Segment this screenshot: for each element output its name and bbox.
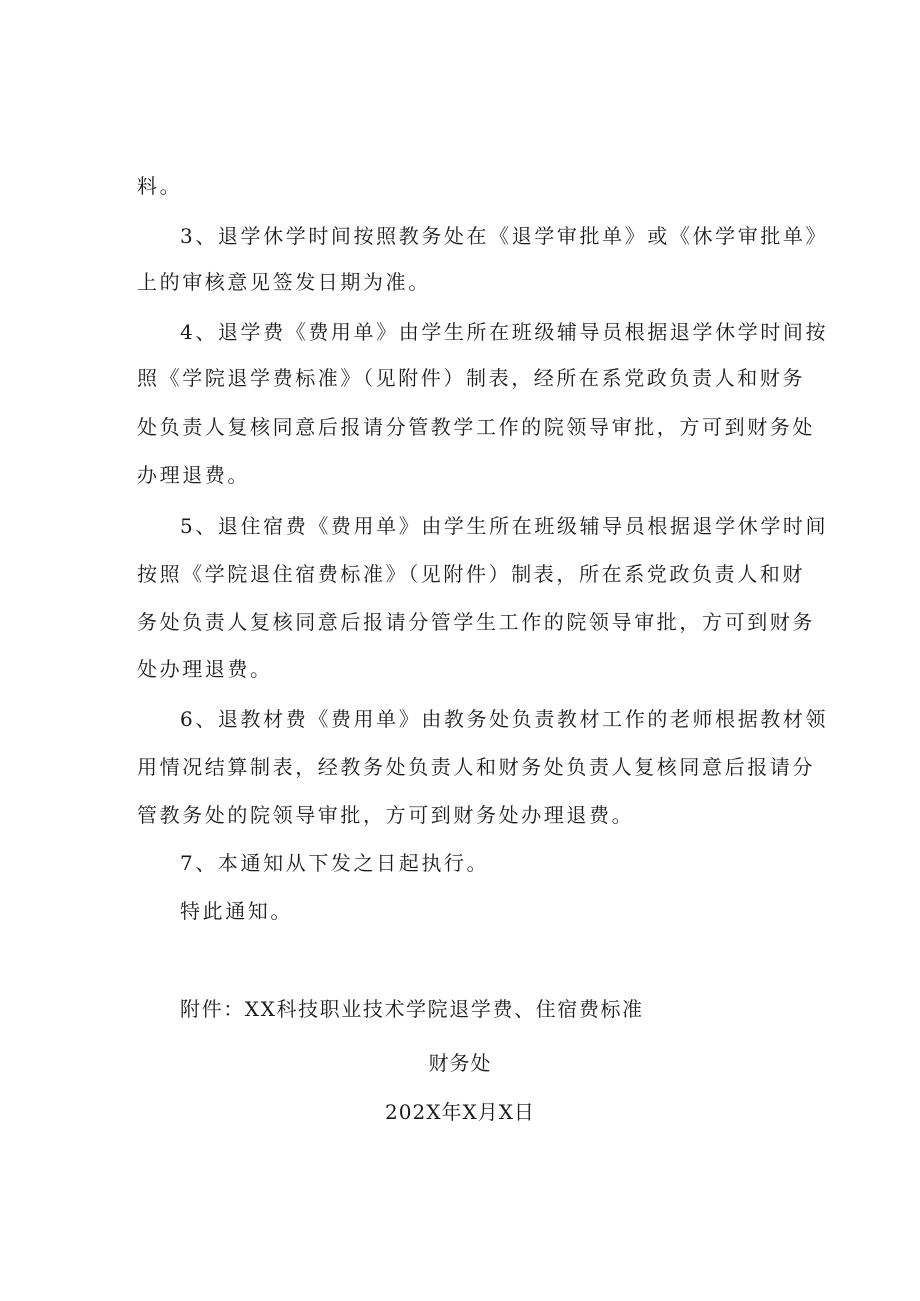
- item-4-line-2: 照《学院退学费标准》（见附件）制表，经所在系党政负责人和财务: [137, 366, 805, 390]
- item-3-line-1: 3、退学休学时间按照教务处在《退学审批单》或《休学审批单》: [180, 224, 829, 248]
- item-5-line-4: 处办理退费。: [137, 657, 273, 681]
- signature-date: 202X年X月X日: [385, 1100, 535, 1124]
- continued-fragment: 料。: [137, 174, 183, 198]
- item-5-line-1: 5、退住宿费《费用单》由学生所在班级辅导员根据退学休学时间: [180, 514, 829, 538]
- item-4-line-1: 4、退学费《费用单》由学生所在班级辅导员根据退学休学时间按: [180, 320, 829, 344]
- item-5-line-3: 务处负责人复核同意后报请分管学生工作的院领导审批，方可到财务: [137, 610, 815, 634]
- item-6-line-1: 6、退教材费《费用单》由教务处负责教材工作的老师根据教材领: [180, 707, 829, 731]
- attachment-note: 附件：XX科技职业技术学院退学费、住宿费标准: [180, 997, 644, 1021]
- item-4-line-4: 办理退费。: [137, 463, 250, 487]
- item-6-line-2: 用情况结算制表，经教务处负责人和财务处负责人复核同意后报请分: [137, 755, 815, 779]
- item-5-line-2: 按照《学院退住宿费标准》（见附件）制表，所在系党政负责人和财: [137, 562, 805, 586]
- item-7-line-1: 7、本通知从下发之日起执行。: [180, 851, 490, 875]
- signature-department: 财务处: [428, 1051, 492, 1075]
- item-3-line-2: 上的审核意见签发日期为准。: [137, 270, 431, 294]
- closing-text: 特此通知。: [180, 899, 293, 923]
- item-6-line-3: 管教务处的院领导审批，方可到财务处办理退费。: [137, 803, 635, 827]
- item-4-line-3: 处负责人复核同意后报请分管教学工作的院领导审批，方可到财务处: [137, 415, 815, 439]
